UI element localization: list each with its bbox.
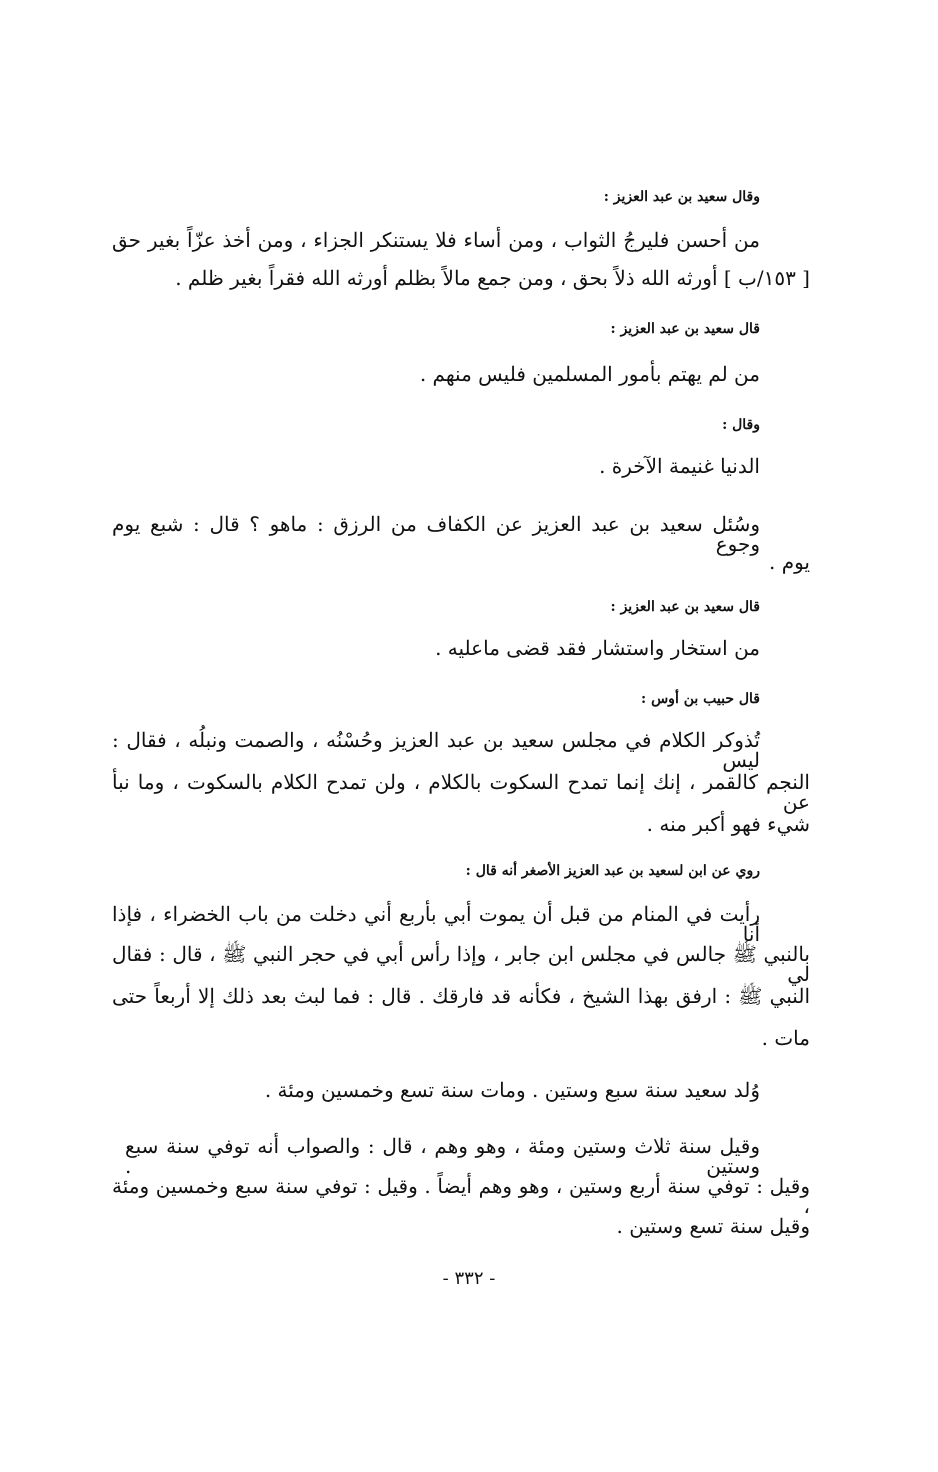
text-line: رأيت في المنام من قبل أن يموت أبي بأربع أني دخلت من باب الخضراء ، فإذا أنا (112, 902, 760, 946)
section-heading: وقال سعيد بن عبد العزيز : (603, 189, 760, 205)
page-number: - ٣٣٢ - (442, 1268, 496, 1289)
section-heading: قال سعيد بن عبد العزيز : (610, 321, 760, 337)
text-line: [ ١٥٣/ب ] أورثه الله ذلاً بحق ، ومن جمع مالاً بظلم أورثه الله فقراً بغير ظلم . (175, 266, 810, 290)
section-heading: روي عن ابن لسعيد بن عبد العزيز الأصغر أنه قال : (465, 863, 760, 879)
text-line: وقيل : توفي سنة أربع وستين ، وهو وهم أيضاً . وقيل : توفي سنة سبع وخمسين ومئة ، (112, 1174, 810, 1218)
text-line: وقيل سنة ثلاث وستين ومئة ، وهو وهم ، قال : والصواب أنه توفي سنة سبع وستين . (125, 1134, 760, 1178)
text-line: تُذوكر الكلام في مجلس سعيد بن عبد العزيز وحُسْنُه ، والصمت ونبلُه ، فقال : ليس (112, 728, 760, 772)
section-heading: قال حبيب بن أوس : (641, 691, 760, 707)
text-line: وُلد سعيد سنة سبع وستين . ومات سنة تسع وخمسين ومئة . (264, 1078, 760, 1102)
section-heading: قال سعيد بن عبد العزيز : (610, 599, 760, 615)
text-line: مات . (761, 1026, 810, 1050)
section-heading: وقال : (722, 417, 760, 433)
text-line: وسُئل سعيد بن عبد العزيز عن الكفاف من الرزق : ماهو ؟ قال : شبع يوم وجوع (112, 512, 760, 556)
text-line: من استخار واستشار فقد قضى ماعليه . (435, 636, 760, 660)
text-line: من لم يهتم بأمور المسلمين فليس منهم . (419, 362, 760, 386)
text-line: النبي ﷺ : ارفق بهذا الشيخ ، فكأنه قد فارقك . قال : فما لبث بعد ذلك إلا أربعاً حتى (112, 984, 810, 1008)
text-line: من أحسن فليرجُ الثواب ، ومن أساء فلا يستنكر الجزاء ، ومن أخذ عزّاً بغير حق (112, 228, 760, 252)
text-line: بالنبي ﷺ جالس في مجلس ابن جابر ، وإذا رأس أبي في حجر النبي ﷺ ، قال : فقال لي (112, 942, 810, 986)
text-line: يوم . (769, 550, 810, 574)
text-line: وقيل سنة تسع وستين . (616, 1214, 810, 1238)
text-line: الدنيا غنيمة الآخرة . (599, 454, 760, 478)
text-line: شيء فهو أكبر منه . (646, 812, 810, 836)
text-line: النجم كالقمر ، إنك إنما تمدح السكوت بالكلام ، ولن تمدح الكلام بالسكوت ، وما نبأ عن (112, 770, 810, 814)
